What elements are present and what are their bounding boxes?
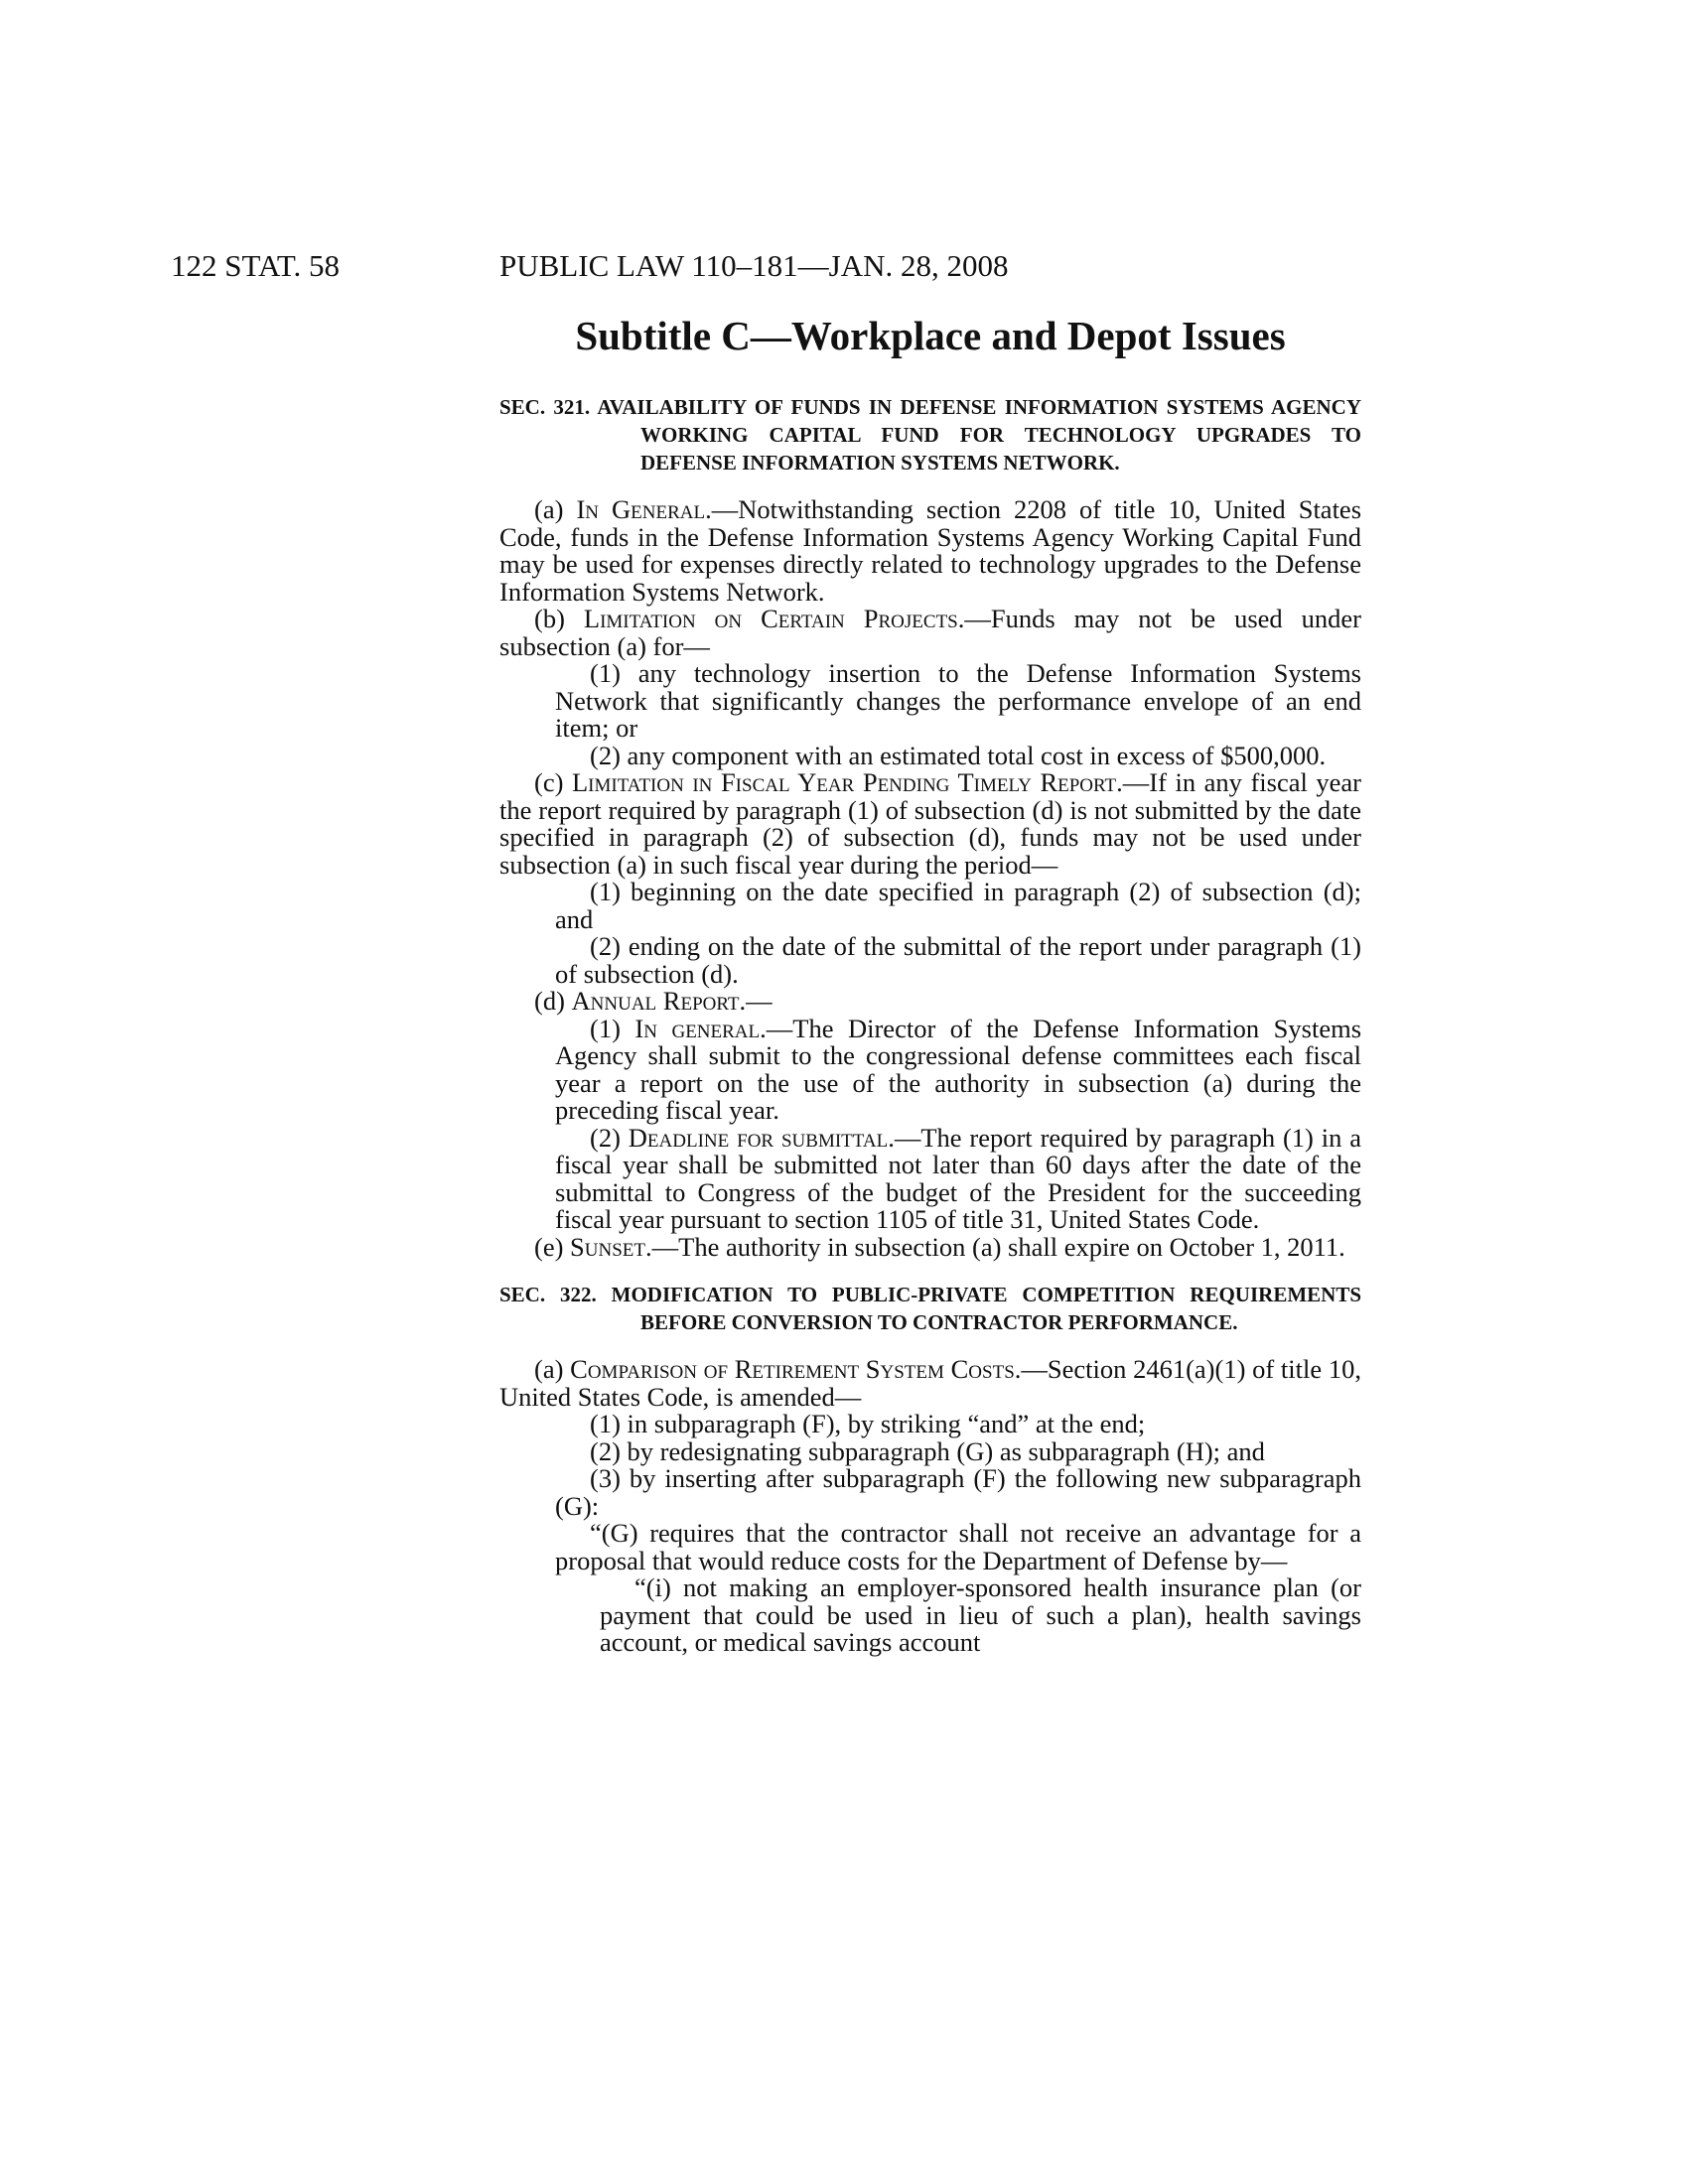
sec321-b-item-1: (1) any technology insertion to the Defense Information Systems Network that significantly changes the performance envelope of an end item; or xyxy=(555,658,1361,743)
sec321-d-paragraph-1: (1) In general.—The Director of the Defense Information Systems Agency shall submit to the congressional defense committees each fiscal year a report on the use of the authority in subsection (a) during the preceding fiscal year. xyxy=(555,1013,1362,1125)
sec321-subsection-d: (d) Annual Report.— xyxy=(534,986,773,1016)
sec321-b-item-2: (2) any component with an estimated total cost in excess of $500,000. xyxy=(590,740,1327,770)
running-header xyxy=(0,248,1688,288)
sec321-c-item-2: (2) ending on the date of the submittal of the report under paragraph (1) of subsection (d). xyxy=(555,931,1361,989)
section-322-heading: SEC. 322. MODIFICATION TO PUBLIC-PRIVATE COMPETITION REQUIREMENTS BEFORE CONVERSION TO CONTRACTOR PERFORMANCE. xyxy=(499,1283,1361,1334)
public-law-header: PUBLIC LAW 110–181—JAN. 28, 2008 xyxy=(499,248,1009,283)
sec322-a-item-3: (3) by inserting after subparagraph (F) the following new subparagraph (G): xyxy=(555,1463,1361,1521)
sec321-subsection-b: (b) Limitation on Certain Projects.—Funds may not be used under subsection (a) for— xyxy=(499,604,1361,661)
sec321-subsection-c: (c) Limitation in Fiscal Year Pending Timely Report.—If in any fiscal year the report required by paragraph (1) of subsection (d) is not submitted by the date specified in paragraph (2) of subsection (d), funds may not be used under subsection (a) in such fiscal year during the period— xyxy=(499,767,1362,880)
section-321-heading: SEC. 321. AVAILABILITY OF FUNDS IN DEFENSE INFORMATION SYSTEMS AGENCY WORKING CAPITAL FUND FOR TECHNOLOGY UPGRADES TO DEFENSE INFORMATION SYSTEMS NETWORK. xyxy=(499,395,1361,475)
sec322-a-item-2: (2) by redesignating subparagraph (G) as subparagraph (H); and xyxy=(590,1435,1265,1466)
sec321-d-paragraph-2: (2) Deadline for submittal.—The report required by paragraph (1) in a fiscal year shall be submitted not later than 60 days after the date of the submittal to Congress of the budget of the President for the succeeding fiscal year pursuant to section 1105 of title 31, United States Code. xyxy=(555,1122,1362,1234)
quoted-clause-i: “(i) not making an employer-sponsored health insurance plan (or payment that could be used in lieu of such a plan), health savings account, or medical savings account xyxy=(600,1572,1361,1657)
subtitle-heading: Subtitle C—Workplace and Depot Issues xyxy=(575,313,1286,358)
sec321-subsection-a: (a) In General.—Notwithstanding section 2208 of title 10, United States Code, funds in the Defense Information Systems Agency Working Capital Fund may be used for expenses directly related to technology upgrades to the Defense Information Systems Network. xyxy=(499,494,1362,607)
quoted-subparagraph-g: “(G) requires that the contractor shall not receive an advantage for a proposal that would reduce costs for the Department of Defense by— xyxy=(555,1518,1361,1575)
sec321-c-item-1: (1) beginning on the date specified in paragraph (2) of subsection (d); and xyxy=(555,877,1361,934)
sec321-subsection-e: (e) Sunset.—The authority in subsection (a) shall expire on October 1, 2011. xyxy=(534,1231,1345,1262)
sec322-a-item-1: (1) in subparagraph (F), by striking “and” at the end; xyxy=(590,1409,1146,1438)
document-body xyxy=(499,393,1361,1657)
stat-page-number: 122 STAT. 58 xyxy=(171,248,341,283)
sec322-subsection-a: (a) Comparison of Retirement System Costs.—Section 2461(a)(1) of title 10, United States Code, is amended— xyxy=(499,1354,1361,1412)
